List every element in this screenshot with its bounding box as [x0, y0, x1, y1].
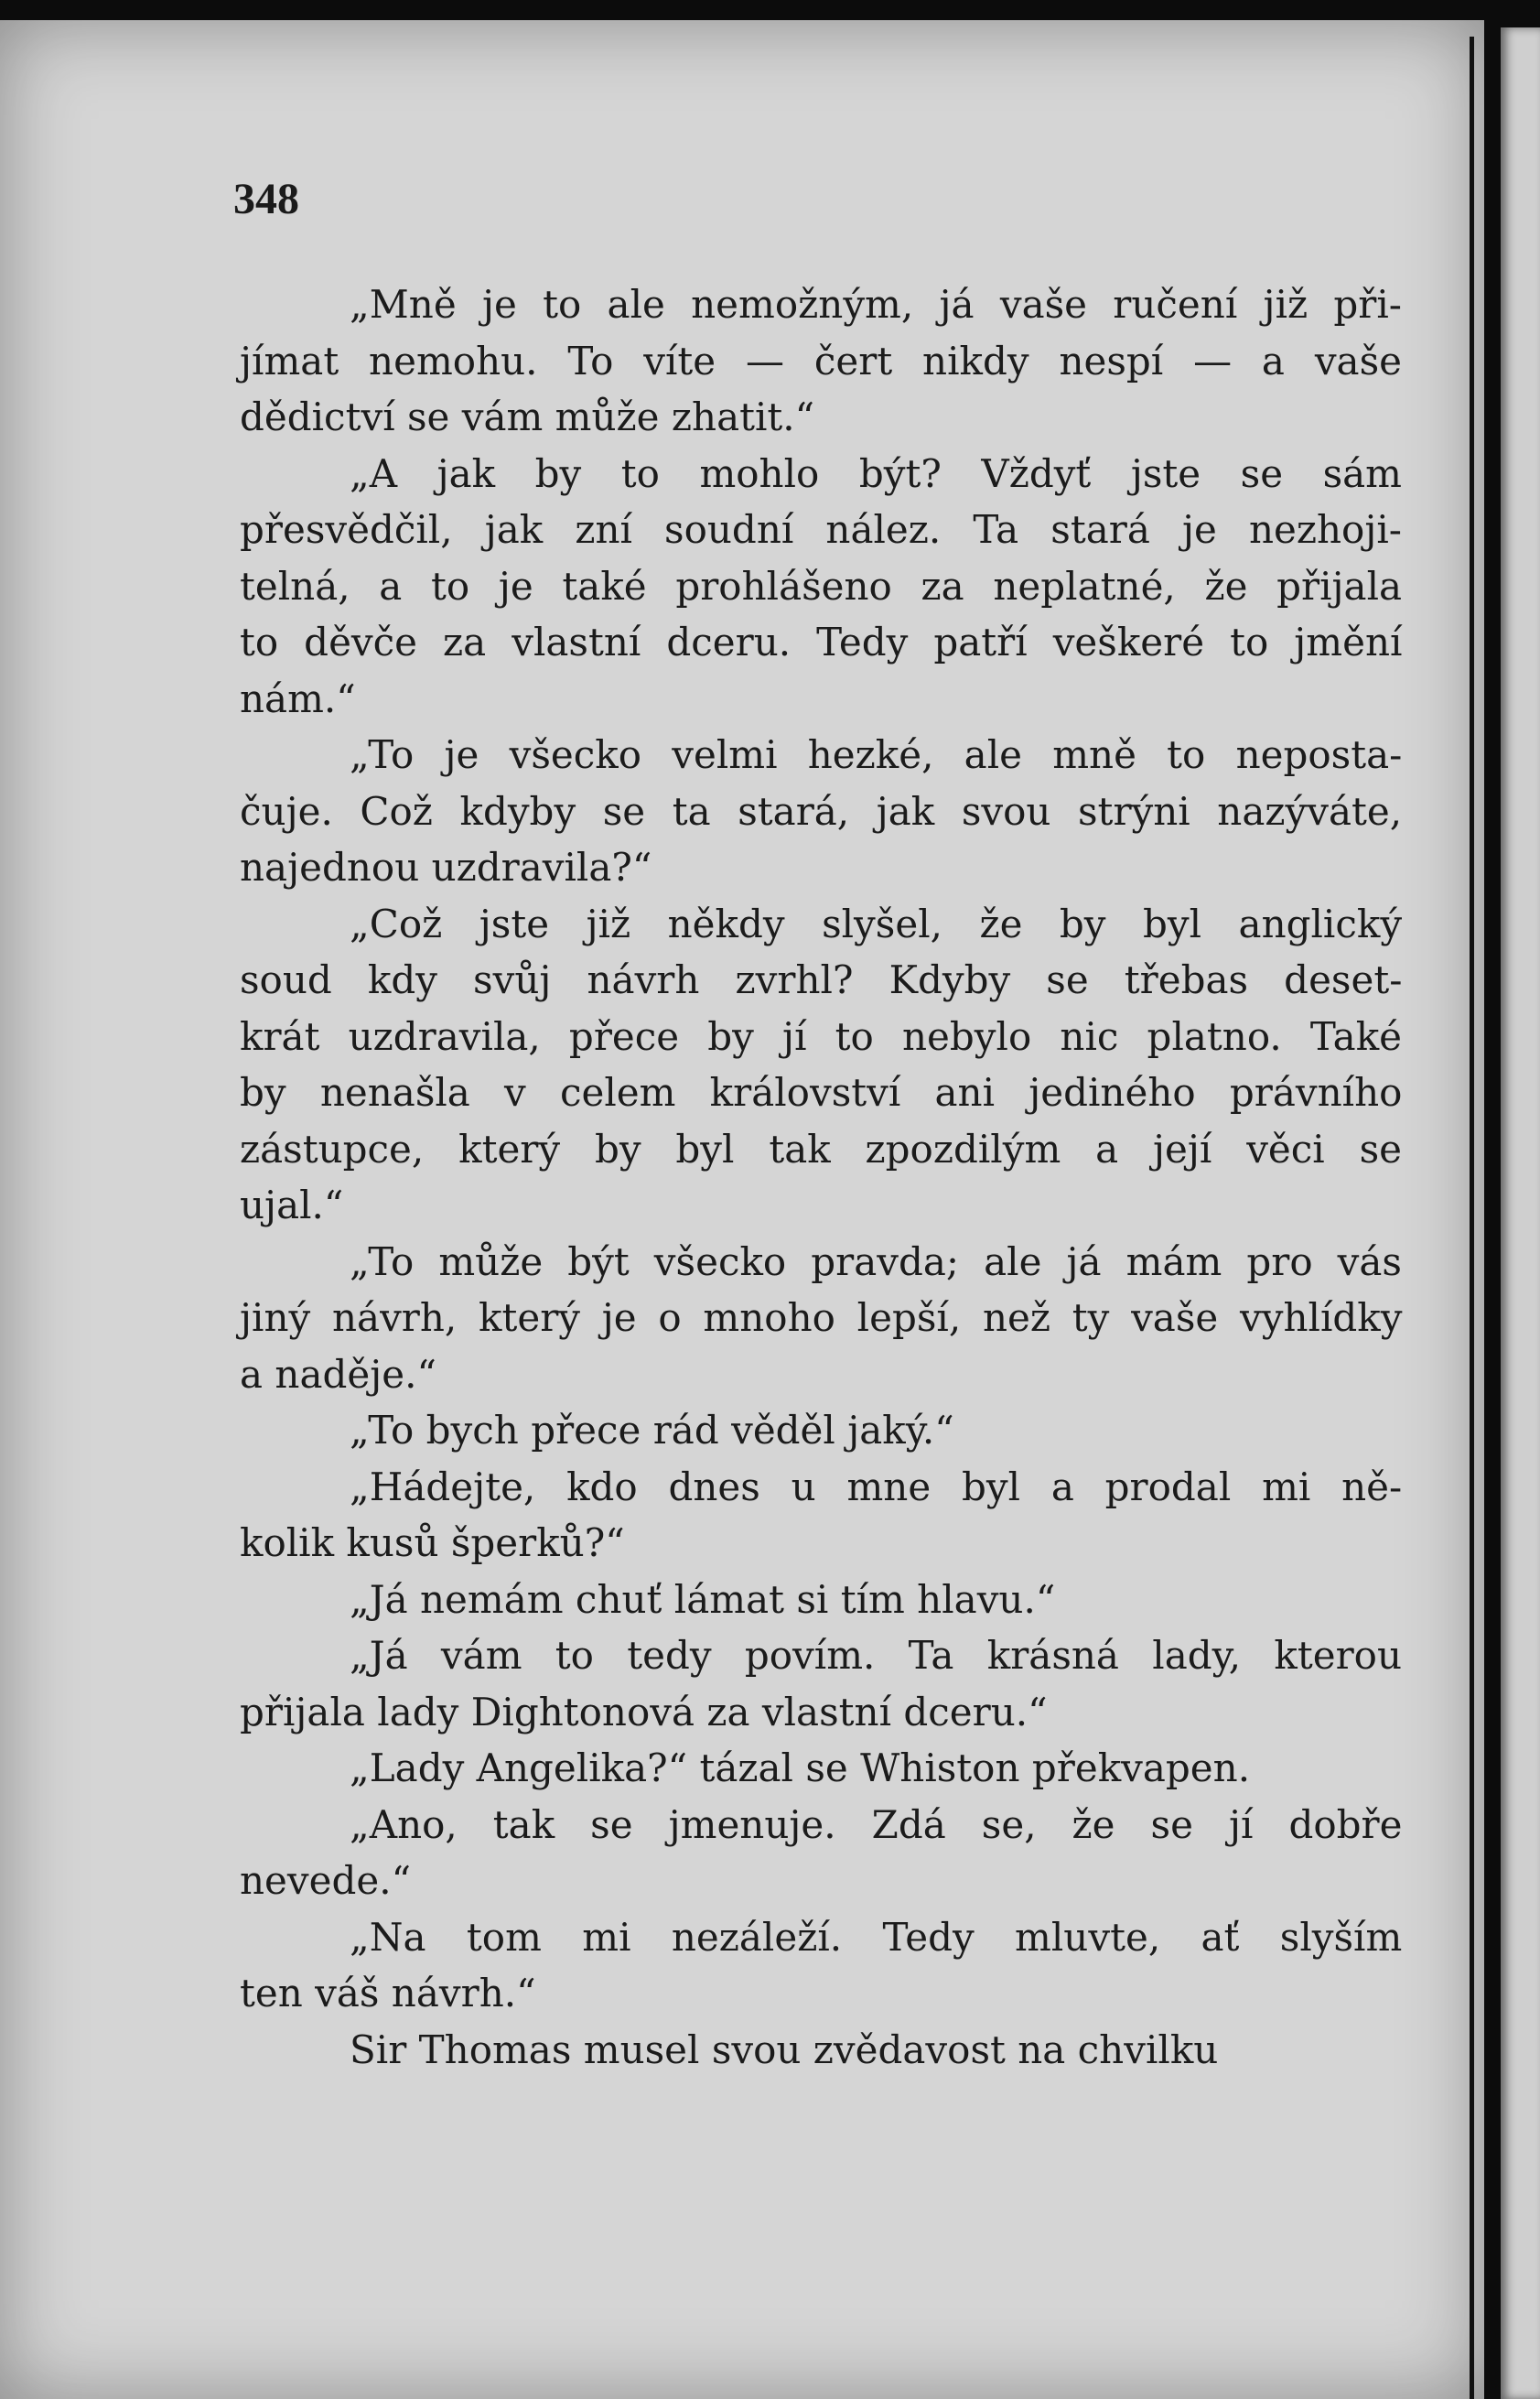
text-line: „To bych přece rád věděl jaký.“: [350, 1408, 954, 1453]
text-line: „To je všecko velmi hezké, ale mně to neposta-: [350, 732, 1403, 777]
text-line: a naděje.“: [240, 1351, 436, 1397]
text-line: nevede.“: [240, 1858, 412, 1903]
text-line: krát uzdravila, přece by jí to nebylo nic platno. Také: [240, 1013, 1402, 1059]
body-text: [240, 276, 1402, 2078]
paragraph: [240, 1740, 1402, 1797]
text-line: „Mně je to ale nemožným, já vaše ručení již při-: [350, 282, 1402, 327]
text-line: „Já nemám chuť lámat si tím hlavu.“: [350, 1576, 1056, 1622]
paragraph: [240, 446, 1402, 728]
paragraph: [240, 896, 1402, 1234]
paragraph: [240, 2022, 1402, 2079]
paragraph: [240, 727, 1402, 896]
text-line: „Hádejte, kdo dnes u mne byl a prodal mi ně-: [350, 1464, 1403, 1509]
text-line: dědictví se vám může zhatit.“: [240, 394, 815, 439]
text-line: soud kdy svůj návrh zvrhl? Kdyby se třebas deset-: [240, 957, 1403, 1002]
text-line: „Lady Angelika?“ tázal se Whiston překvapen.: [350, 1745, 1251, 1790]
paragraph: [240, 1909, 1402, 2022]
text-line: ujal.“: [240, 1183, 344, 1227]
text-line: to děvče za vlastní dceru. Tedy patří veškeré to jmění: [240, 620, 1403, 665]
text-line: by nenašla v celem království ani jediného právního: [240, 1070, 1403, 1115]
text-line: Sir Thomas musel svou zvědavost na chvilku: [350, 2026, 1219, 2072]
text-line: „Ano, tak se jmenuje. Zdá se, že se jí dobře: [350, 1801, 1403, 1847]
text-line: přesvědčil, jak zní soudní nález. Ta stará je nezhoji-: [240, 507, 1402, 552]
text-line: „Já vám to tedy povím. Ta krásná lady, kterou: [350, 1633, 1402, 1678]
paragraph: [240, 276, 1402, 446]
text-line: přijala lady Dightonová za vlastní dceru.“: [240, 1689, 1048, 1734]
page-number: 348: [233, 175, 299, 223]
text-line: ten váš návrh.“: [240, 1971, 536, 2015]
text-line: čuje. Což kdyby se ta stará, jak svou strýni nazýváte,: [240, 788, 1403, 834]
text-line: jímat nemohu. To víte — čert nikdy nespí — a vaše: [240, 338, 1402, 384]
text-line: „A jak by to mohlo být? Vždyť jste se sám: [350, 450, 1402, 496]
paragraph: [240, 1234, 1402, 1403]
paragraph: [240, 1402, 1402, 1459]
paragraph: [240, 1572, 1402, 1628]
next-page-edge: [1501, 27, 1540, 2399]
text-line: najednou uzdravila?“: [240, 845, 652, 890]
text-line: „Na tom mi nezáleží. Tedy mluvte, ať slyším: [350, 1914, 1403, 1960]
paragraph: [240, 1797, 1402, 1909]
text-line: jiný návrh, který je o mnoho lepší, než ty vaše vyhlídky: [240, 1295, 1403, 1340]
page-gutter-shadow: [1470, 37, 1474, 2399]
text-line: telná, a to je také prohlášeno za neplatné, že přijala: [240, 563, 1403, 609]
text-line: nám.“: [240, 675, 356, 721]
paragraph: [240, 1459, 1402, 1572]
text-line: „To může být všecko pravda; ale já mám pro vás: [350, 1238, 1402, 1284]
text-line: zástupce, který by byl tak zpozdilým a její věci se: [240, 1126, 1402, 1172]
text-line: kolik kusů šperků?“: [240, 1520, 625, 1565]
text-line: „Což jste již někdy slyšel, že by byl anglický: [350, 901, 1403, 946]
paragraph: [240, 1627, 1402, 1740]
